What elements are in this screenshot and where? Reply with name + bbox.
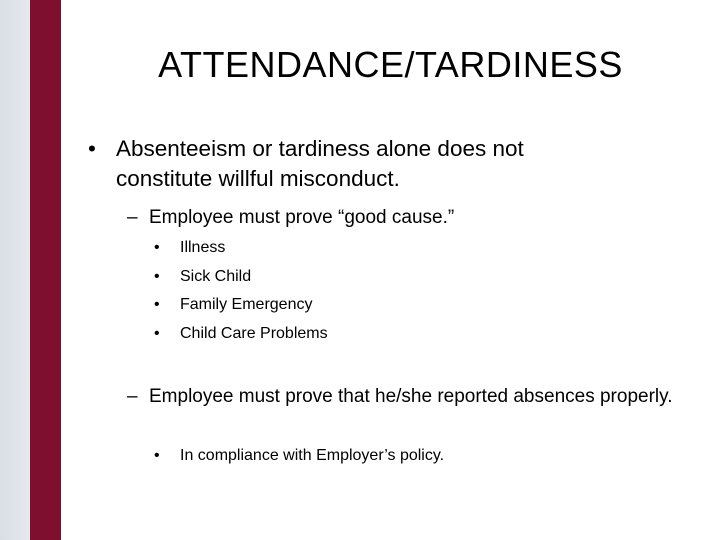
main-bullet-text: Absenteeism or tardiness alone does not constitute willful misconduct. xyxy=(116,136,524,191)
side-accent-bar xyxy=(30,0,73,540)
sub-bullet-text: Employee must prove that he/she reported absences properly. xyxy=(149,386,673,407)
list-item xyxy=(154,320,328,349)
list-item xyxy=(154,291,328,320)
bullet-marker: • xyxy=(154,324,160,342)
sub-bullet-text: Employee must prove “good cause.” xyxy=(149,207,455,228)
left-decorative-strip xyxy=(0,0,30,540)
list-item-text: Illness xyxy=(180,239,226,256)
bullet-marker: • xyxy=(154,239,160,256)
policy-list xyxy=(154,442,444,471)
bullet-marker: • xyxy=(88,136,96,161)
list-item-text: Child Care Problems xyxy=(180,324,328,342)
sub-bullet-reported-absences xyxy=(127,383,687,410)
list-item xyxy=(154,263,328,292)
list-item-text: In compliance with Employer’s policy. xyxy=(180,447,445,464)
dash-marker: – xyxy=(127,386,138,407)
slide-title: ATTENDANCE/TARDINESS xyxy=(158,44,623,85)
list-item xyxy=(154,234,328,263)
bullet-marker: • xyxy=(154,447,160,464)
copyright-notice: © 2012 Stanley Snyder xyxy=(66,453,73,530)
list-item-text: Sick Child xyxy=(180,267,252,285)
bullet-marker: • xyxy=(154,296,160,313)
bullet-marker: • xyxy=(154,267,160,285)
list-item xyxy=(154,442,444,471)
good-cause-list xyxy=(154,234,328,348)
main-bullet xyxy=(88,134,608,194)
dash-marker: – xyxy=(127,207,138,228)
list-item-text: Family Emergency xyxy=(180,296,313,313)
sub-bullet-good-cause xyxy=(127,204,687,231)
